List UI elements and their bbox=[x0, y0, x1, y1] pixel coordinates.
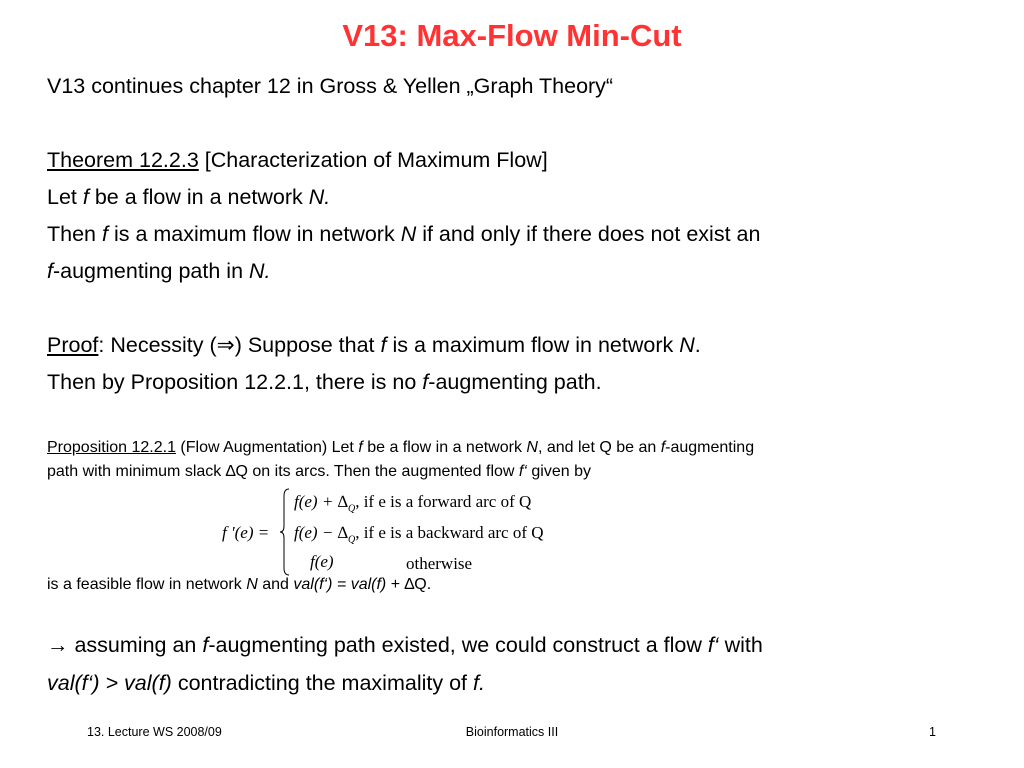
formula-case-3-cond: otherwise bbox=[406, 554, 473, 573]
formula-case-2: $f(e) - \Delta_Q$, if e is a backward arc of Q bbox=[294, 523, 544, 546]
conclusion-line-2: val(f‘) > val(f) contradicting the maximality of f. bbox=[47, 671, 485, 695]
intro-line: V13 continues chapter 12 in Gross & Yellen „Graph Theory“ bbox=[47, 74, 614, 98]
proposition-line-2: path with minimum slack ∆Q on its arcs. Then the augmented flow f‘ given by bbox=[47, 463, 591, 480]
augmented-flow-formula bbox=[222, 488, 642, 578]
slide-number: 1 bbox=[929, 725, 936, 739]
theorem-heading: Theorem 12.2.3 [Characterization of Maximum Flow] bbox=[47, 148, 548, 172]
formula-lhs: f '(e) = bbox=[222, 523, 270, 542]
proposition-ref: Proposition 12.2.1 bbox=[47, 439, 176, 456]
left-brace-icon bbox=[280, 488, 290, 576]
formula-case-3: f(e) bbox=[310, 552, 334, 571]
slide-title: V13: Max-Flow Min-Cut bbox=[342, 18, 682, 53]
theorem-line-3: f-augmenting path in N. bbox=[47, 259, 271, 283]
formula-case-1: $f(e) + \Delta_Q$, if e is a forward arc of Q bbox=[294, 492, 532, 515]
conclusion-line-1: → assuming an f-augmenting path existed, we could construct a flow f‘ with bbox=[47, 633, 763, 657]
implies-symbol: ⇒ bbox=[216, 333, 235, 357]
theorem-ref: Theorem 12.2.3 bbox=[47, 148, 199, 172]
footer-lecture: 13. Lecture WS 2008/09 bbox=[87, 725, 222, 739]
right-arrow-icon: → bbox=[47, 633, 69, 657]
footer-course: Bioinformatics III bbox=[465, 725, 559, 739]
proposition-after: is a feasible flow in network N and val(f‘) = val(f) + ∆Q. bbox=[47, 576, 432, 593]
theorem-line-1: Let f be a flow in a network N. bbox=[47, 185, 331, 209]
proposition-line-1: Proposition 12.2.1 (Flow Augmentation) Let f be a flow in a network N, and let Q be an f-augmenting bbox=[47, 439, 755, 456]
proof-line-1: Proof: Necessity (⇒) Suppose that f is a maximum flow in network N. bbox=[47, 333, 701, 357]
proof-line-2: Then by Proposition 12.2.1, there is no f-augmenting path. bbox=[47, 370, 602, 394]
theorem-line-2: Then f is a maximum flow in network N if and only if there does not exist an bbox=[47, 222, 761, 246]
proof-label: Proof bbox=[47, 333, 99, 357]
